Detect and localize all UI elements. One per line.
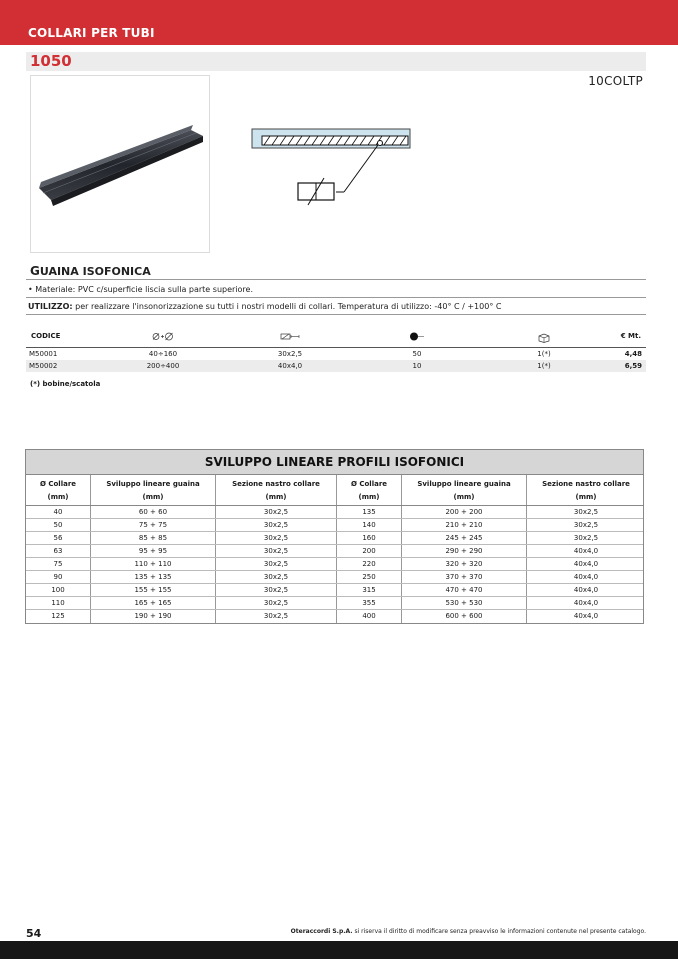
page-number: 54 <box>26 927 42 940</box>
roll-cell: 10 <box>412 362 422 370</box>
col-header: Ø Collare (mm) <box>26 475 91 505</box>
diameter-cell: 200÷400 <box>146 362 180 370</box>
table-row <box>26 360 646 372</box>
development-table-header <box>26 475 643 506</box>
page-category-title: COLLARI PER TUBI <box>28 26 155 40</box>
profile-section-diagram <box>248 125 418 215</box>
section-divider <box>26 314 646 315</box>
diameter-cell: 40÷160 <box>148 350 178 358</box>
diameter-range-icon <box>152 332 174 341</box>
price-cell: 6,59 <box>624 362 642 370</box>
product-code: 1050 <box>30 52 72 70</box>
usage-description: UTILIZZO: per realizzare l'insonorizzazione su tutti i nostri modelli di collari. Temperatura di utilizzo: -40° C / +100° C <box>28 302 502 311</box>
section-title: GUAINA ISOFONICA <box>30 264 151 278</box>
material-description: • Materiale: PVC c/superficie liscia sulla parte superiore. <box>28 285 253 294</box>
box-cell: 1(*) <box>537 350 551 358</box>
roll-cell: 50 <box>412 350 422 358</box>
product-photo <box>30 75 210 253</box>
section-cell: 40x4,0 <box>277 362 303 370</box>
table-row: 40 60 + 60 30x2,5 135 200 + 200 30x2,5 <box>26 506 643 519</box>
footer-bar <box>0 941 678 959</box>
development-table-title: SVILUPPO LINEARE PROFILI ISOFONICI <box>26 450 643 475</box>
product-code-cell: M50002 <box>29 362 58 370</box>
table-row: 50 75 + 75 30x2,5 140 210 + 210 30x2,5 <box>26 519 643 532</box>
products-table-header <box>26 328 646 348</box>
col-header: Sviluppo lineare guaina (mm) <box>402 475 527 505</box>
table-row: 63 95 + 95 30x2,5 200 290 + 290 40x4,0 <box>26 545 643 558</box>
section-cell: 30x2,5 <box>277 350 303 358</box>
roll-icon <box>409 332 425 341</box>
product-code-cell: M50001 <box>29 350 58 358</box>
table-row: 125 190 + 190 30x2,5 400 600 + 600 40x4,0 <box>26 610 643 623</box>
section-divider <box>26 279 646 280</box>
products-table <box>26 328 646 372</box>
section-size-icon <box>280 332 300 341</box>
table-row: 110 165 + 165 30x2,5 355 530 + 530 40x4,0 <box>26 597 643 610</box>
table-row: 56 85 + 85 30x2,5 160 245 + 245 30x2,5 <box>26 532 643 545</box>
table-row: 90 135 + 135 30x2,5 250 370 + 370 40x4,0 <box>26 571 643 584</box>
col-header: Sezione nastro collare (mm) <box>542 480 630 501</box>
product-code-bar <box>26 52 646 71</box>
col-header: Sezione nastro collare (mm) <box>216 475 337 505</box>
col-price-header: € Mt. <box>620 332 641 340</box>
table-row: 75 110 + 110 30x2,5 220 320 + 320 40x4,0 <box>26 558 643 571</box>
box-cell: 1(*) <box>537 362 551 370</box>
box-icon <box>537 332 551 343</box>
col-header: Sviluppo lineare guaina (mm) <box>91 475 216 505</box>
table-row <box>26 348 646 360</box>
col-header: Ø Collare (mm) <box>337 475 402 505</box>
col-code-header: CODICE <box>31 332 61 340</box>
development-table <box>25 449 644 624</box>
footnote: (*) bobine/scatola <box>30 380 101 388</box>
section-divider <box>26 297 646 298</box>
table-row: 100 155 + 155 30x2,5 315 470 + 470 40x4,0 <box>26 584 643 597</box>
legal-notice: Oteraccordi S.p.A. si riserva il diritto di modificare senza preavviso le informazioni contenute nel presente catalogo. <box>290 928 646 935</box>
product-reference: 10COLTP <box>588 74 643 88</box>
price-cell: 4,48 <box>624 350 642 358</box>
